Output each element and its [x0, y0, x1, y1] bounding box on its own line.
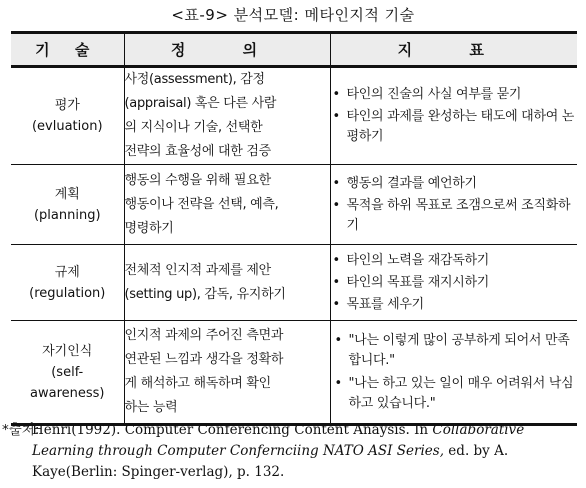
indicator-item: • 행동의 결과를 예언하기 — [331, 174, 578, 194]
bullet-icon: • — [332, 197, 340, 213]
definition-line: 하는 능력 — [124, 400, 178, 415]
definition-line: 명령하기 — [124, 220, 174, 236]
indicator-cell — [330, 67, 577, 165]
skill-name: 자기인식 — [42, 343, 93, 359]
bullet-icon: • — [332, 175, 340, 191]
indicator-item: • 타인의 노력을 재감독하기 — [331, 251, 578, 271]
table-row — [11, 321, 577, 425]
definition-line: 게 해석하고 해독하며 확인 — [124, 376, 271, 391]
skill-english: (planning) — [33, 207, 101, 223]
definition-cell — [124, 67, 330, 165]
bullet-icon: • — [332, 109, 340, 124]
table-row — [11, 245, 577, 321]
source-label: *출처: — [2, 422, 40, 438]
definition-line: 행동이나 전략을 선택, 예측, — [124, 196, 279, 212]
definition-line: 전략의 효율성에 대한 검증 — [124, 144, 271, 159]
definition-line: (setting up), 감독, 유지하기 — [124, 286, 286, 302]
indicator-item: • 타인의 목표를 재지시하기 — [331, 273, 578, 293]
indicator-cell — [330, 321, 577, 425]
indicator-list — [331, 174, 578, 236]
skill-name: 계획 — [54, 186, 80, 202]
bullet-icon: • — [332, 296, 340, 312]
indicator-list — [331, 85, 578, 147]
definition-cell — [124, 165, 330, 245]
metacognitive-skills-table — [11, 31, 577, 426]
citation-publisher: ed. by A. Kaye(Berlin: Spinger-verlag), p. 132. — [32, 443, 509, 480]
header-definition: 정 의 — [124, 33, 330, 67]
table-row — [11, 165, 577, 245]
indicator-item: • 목표를 세우기 — [331, 295, 578, 315]
indicator-item: • "나는 하고 있는 일이 매우 어려워서 낙심하고 있습니다." — [334, 375, 574, 411]
table-title: <표-9> 분석모델: 메타인지적 기술 — [171, 6, 415, 24]
citation-text: Henri(1992). Computer Conferencing Content Anaysis. In — [32, 422, 433, 438]
definition-line: 인지적 과제의 주어진 측면과 — [124, 328, 284, 343]
table-row — [11, 67, 577, 165]
indicator-cell — [330, 165, 577, 245]
definition-cell — [124, 321, 330, 425]
skill-english: awareness) — [30, 385, 105, 401]
bullet-icon: • — [332, 87, 340, 102]
skill-cell — [11, 67, 124, 165]
skill-name: 평가 — [54, 98, 80, 113]
header-row — [11, 33, 577, 67]
skill-english: (self- — [51, 364, 84, 380]
indicator-list — [331, 331, 578, 414]
bullet-icon: • — [334, 332, 342, 348]
indicator-item: • 타인의 진술의 사실 여부를 묻기 — [331, 85, 578, 105]
skill-cell — [11, 245, 124, 321]
skill-english: (regulation) — [29, 285, 106, 301]
bullet-icon: • — [334, 375, 342, 391]
definition-line: 사정(assessment), 감정 — [124, 72, 265, 87]
indicator-item: • "나는 이렇게 많이 공부하게 되어서 만족합니다." — [334, 332, 570, 368]
indicator-list — [331, 251, 578, 315]
skill-cell — [11, 321, 124, 425]
skill-cell — [11, 165, 124, 245]
header-skill: 기 술 — [11, 33, 124, 67]
source-citation — [2, 420, 580, 483]
definition-cell — [124, 245, 330, 321]
definition-line: 연관된 느낌과 생각을 정확하 — [124, 352, 284, 367]
definition-line: 행동의 수행을 위해 필요한 — [124, 172, 271, 188]
header-indicator: 지 표 — [330, 33, 577, 67]
skill-name: 규제 — [54, 264, 80, 280]
bullet-icon: • — [332, 274, 340, 290]
indicator-cell — [330, 245, 577, 321]
definition-line: (appraisal) 혹은 다른 사람 — [124, 96, 277, 111]
bullet-icon: • — [332, 252, 340, 268]
definition-line: 전체적 인지적 과제를 제안 — [124, 262, 271, 278]
definition-line: 의 지식이나 기술, 선택한 — [124, 120, 263, 135]
citation-series-title: Collaborative Learning through Computer Confernciing NATO ASI Series, — [32, 422, 525, 459]
indicator-item: • 목적을 하위 목표로 조갬으로써 조직화하기 — [332, 197, 571, 233]
skill-english: (evluation) — [31, 119, 103, 134]
indicator-item: • 타인의 과제를 완성하는 태도에 대하여 논평하기 — [332, 109, 575, 144]
